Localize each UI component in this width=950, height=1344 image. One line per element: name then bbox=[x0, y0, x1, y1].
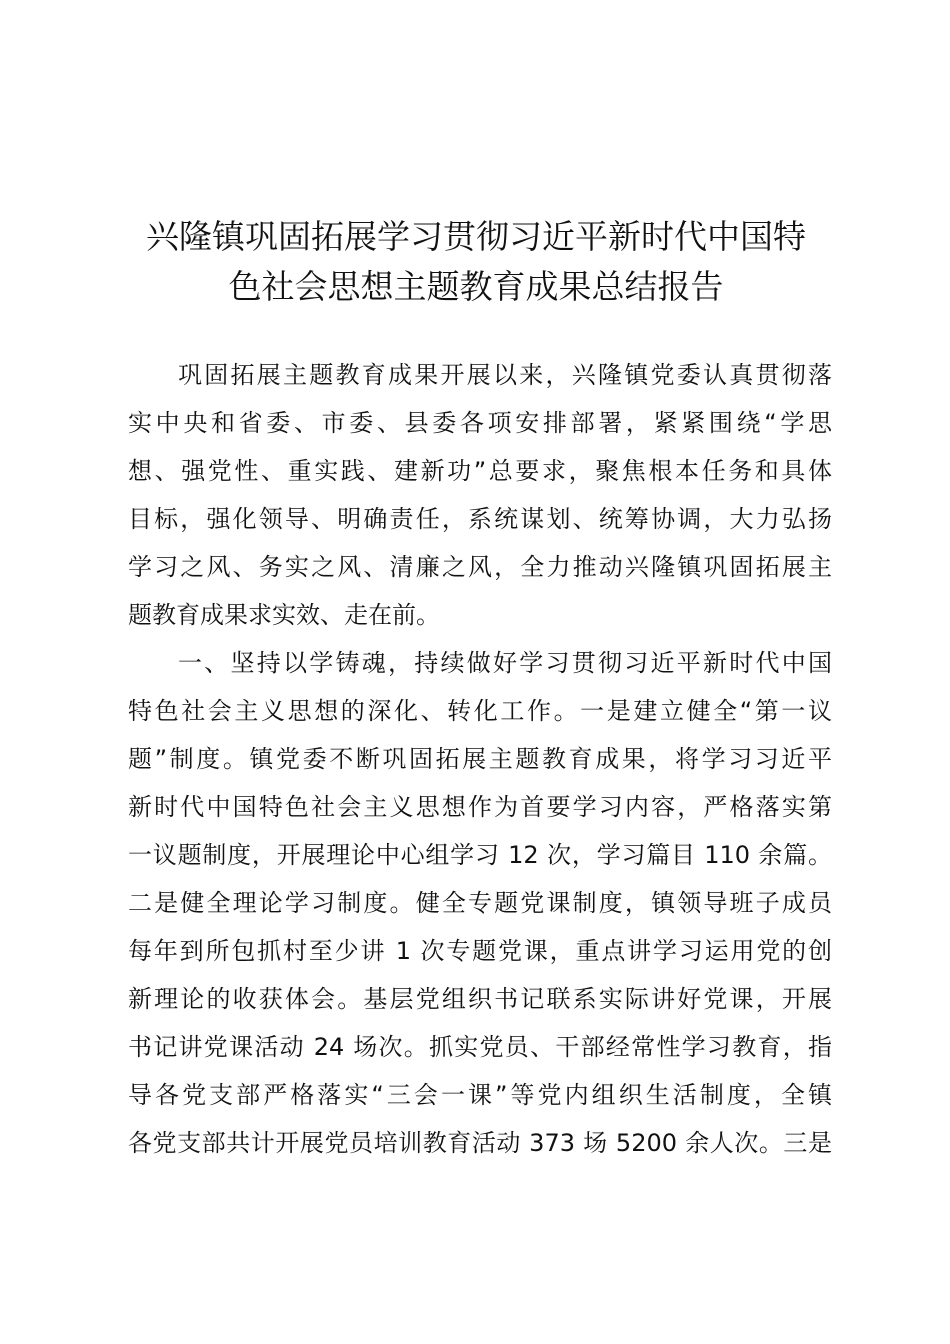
text-line: 巩固拓展主题教育成果开展以来，兴隆镇党委认真贯彻落 bbox=[178, 361, 832, 389]
text-line: 新时代中国特色社会主义思想作为首要学习内容，严格落实第 bbox=[128, 793, 832, 821]
text-line: 题教育成果求实效、走在前。 bbox=[128, 601, 440, 629]
document-title bbox=[118, 212, 834, 312]
text-line: 学习之风、务实之风、清廉之风，全力推动兴隆镇巩固拓展主 bbox=[128, 553, 832, 581]
text-line: 书记讲党课活动 24 场次。抓实党员、干部经常性学习教育，指 bbox=[128, 1033, 832, 1061]
text-line: 一、坚持以学铸魂，持续做好学习贯彻习近平新时代中国 bbox=[178, 649, 832, 677]
text-line: 想、强党性、重实践、建新功”总要求，聚焦根本任务和具体 bbox=[128, 457, 832, 485]
text-line: 导各党支部严格落实“三会一课”等党内组织生活制度，全镇 bbox=[128, 1081, 832, 1109]
title-line-2: 色社会思想主题教育成果总结报告 bbox=[228, 267, 724, 306]
text-line: 一议题制度，开展理论中心组学习 12 次，学习篇目 110 余篇。 bbox=[128, 841, 832, 869]
text-line: 新理论的收获体会。基层党组织书记联系实际讲好党课，开展 bbox=[128, 985, 832, 1013]
text-line: 题”制度。镇党委不断巩固拓展主题教育成果，将学习习近平 bbox=[128, 745, 832, 773]
document-body bbox=[128, 351, 832, 1167]
text-line: 实中央和省委、市委、县委各项安排部署，紧紧围绕“学思 bbox=[128, 409, 832, 437]
paragraph-section-one bbox=[128, 639, 832, 1167]
text-line: 二是健全理论学习制度。健全专题党课制度，镇领导班子成员 bbox=[128, 889, 832, 917]
title-line-1: 兴隆镇巩固拓展学习贯彻习近平新时代中国特 bbox=[146, 217, 806, 256]
text-line: 特色社会主义思想的深化、转化工作。一是建立健全“第一议 bbox=[128, 697, 832, 725]
text-line: 目标，强化领导、明确责任，系统谋划、统筹协调，大力弘扬 bbox=[128, 505, 832, 533]
text-line: 各党支部共计开展党员培训教育活动 373 场 5200 余人次。三是 bbox=[128, 1129, 832, 1157]
text-line: 每年到所包抓村至少讲 1 次专题党课，重点讲学习运用党的创 bbox=[128, 937, 832, 965]
paragraph-intro bbox=[128, 351, 832, 639]
